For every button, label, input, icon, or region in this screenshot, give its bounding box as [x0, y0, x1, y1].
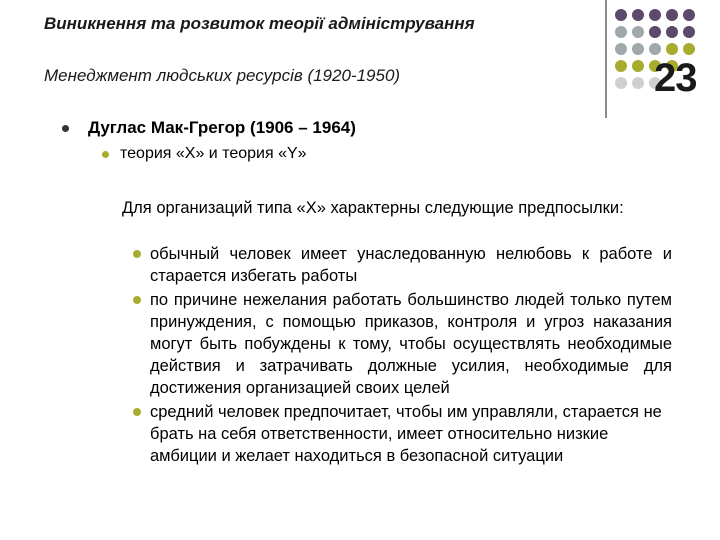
list-item-text: обычный человек имеет унаследованную нелюбовь к работе и старается избегать работы [150, 245, 672, 285]
decorative-dot [615, 77, 627, 89]
intro-paragraph [90, 198, 672, 219]
heading-person: Дуглас Мак-Грегор (1906 – 1964) [88, 118, 356, 137]
decorative-dot [615, 26, 627, 38]
list-item [150, 289, 672, 399]
decorative-dot [615, 43, 627, 55]
bullet-icon [133, 408, 141, 416]
decorative-dot [683, 43, 695, 55]
divider-line [605, 0, 607, 118]
decorative-dot [683, 9, 695, 21]
decorative-dot [649, 43, 661, 55]
slide-number: 23 [654, 56, 697, 100]
slide-title: Виникнення та розвиток теорії адміністрування [44, 14, 475, 33]
list-item [150, 243, 672, 287]
decorative-dot [649, 26, 661, 38]
decorative-dot [615, 9, 627, 21]
decorative-dot [683, 26, 695, 38]
bullet-icon [133, 250, 141, 258]
list-item-text: средний человек предпочитает, чтобы им управляли, старается не брать на себя ответственности, имеет относительно низкие амбиции и желает находиться в безопасной ситуации [150, 403, 662, 465]
premises-list [150, 243, 672, 469]
decorative-dot [632, 43, 644, 55]
decorative-dot [666, 26, 678, 38]
decorative-dot [632, 77, 644, 89]
decorative-dot [632, 26, 644, 38]
decorative-dot [615, 60, 627, 72]
decorative-dot [632, 60, 644, 72]
intro-text: Для организаций типа «X» характерны следующие предпосылки: [122, 199, 624, 217]
decorative-dot [666, 9, 678, 21]
bullet-icon [133, 296, 141, 304]
bullet-icon [102, 151, 109, 158]
bullet-icon [62, 125, 69, 132]
slide-subtitle: Менеджмент людських ресурсів (1920-1950) [44, 66, 401, 85]
decorative-dot [632, 9, 644, 21]
decorative-dot [666, 43, 678, 55]
decorative-dot [649, 9, 661, 21]
subheading-theory: теория «X» и теория «Y» [120, 145, 307, 162]
list-item [150, 401, 672, 467]
list-item-text: по причине нежелания работать большинство людей только путем принуждения, с помощью приказов, контроля и угроз наказания могут быть побуждены к тому, чтобы осуществлять необходимые действия и затрачивать должные усилия, необходимые для достижения организацией своих целей [150, 291, 672, 397]
